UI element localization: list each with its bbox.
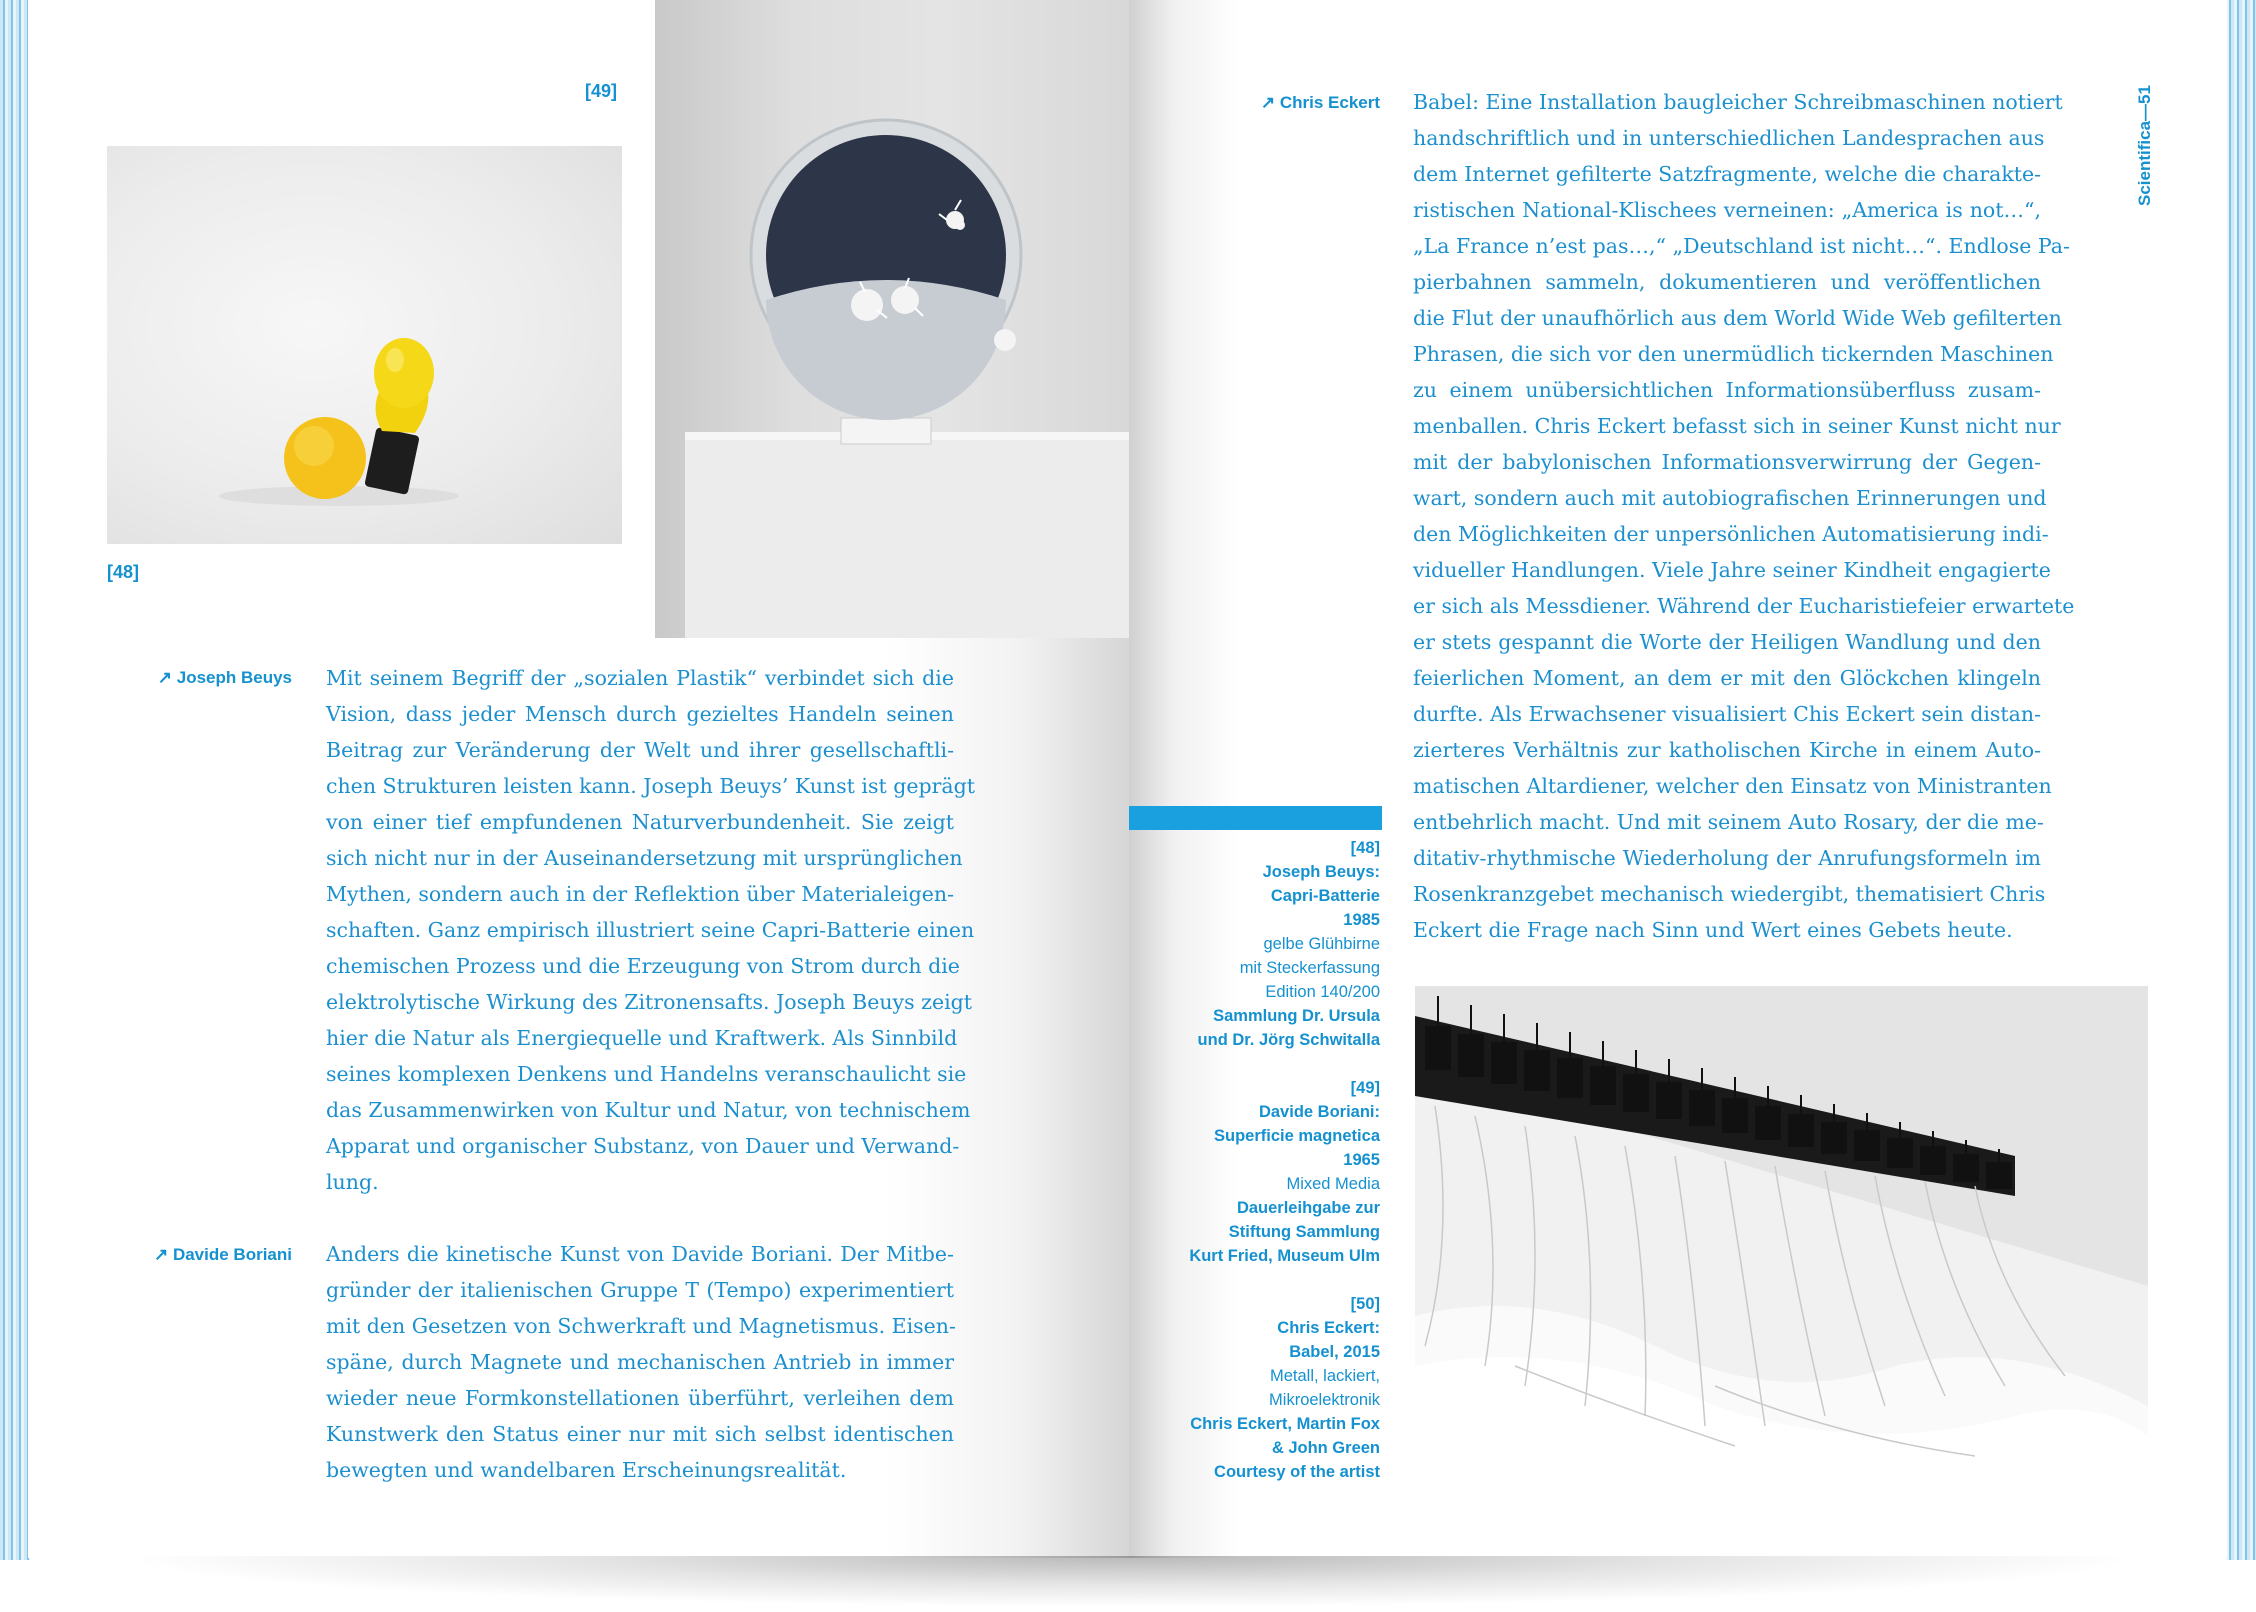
caption-credit-line: Stiftung Sammlung: [1228, 1223, 1380, 1241]
text-line: chemischen Prozess und die Erzeugung von Strom durch die: [326, 954, 960, 978]
text-line: schaften. Ganz empirisch illustriert seine Capri-Batterie einen: [326, 918, 975, 942]
text-line: pierbahnen sammeln, dokumentieren und veröffentlichen: [1413, 270, 2041, 294]
text-line: ditativ-rhythmische Wiederholung der Anrufungsformeln im: [1413, 846, 2041, 870]
typewriter-unit: [1788, 1114, 1814, 1147]
text-line: Rosenkranzgebet mechanisch wiedergibt, thematisiert Chris: [1413, 882, 2046, 906]
text-line: elektrolytische Wirkung des Zitronensafts. Joseph Beuys zeigt: [326, 990, 972, 1014]
caption-credit-line: Kurt Fried, Museum Ulm: [1189, 1247, 1380, 1265]
text-line: er stets gespannt die Worte der Heiligen Wandlung und den: [1413, 630, 2041, 654]
caption-number: [48]: [1350, 839, 1380, 857]
caption-credit-line: und Dr. Jörg Schwitalla: [1197, 1031, 1380, 1049]
text-line: zu einem unübersichtlichen Informationsüberfluss zusam-: [1413, 378, 2041, 402]
reference-joseph-beuys[interactable]: ↗ Joseph Beuys: [157, 668, 292, 687]
text-line: das Zusammenwirken von Kultur und Natur, von technischem: [326, 1098, 971, 1122]
typewriter-unit: [1722, 1098, 1748, 1133]
caption-credit-line: Dauerleihgabe zur: [1236, 1199, 1380, 1217]
book-shadow: [140, 1556, 2120, 1606]
figure-captions: [1139, 836, 1380, 1484]
text-line: mit der babylonischen Informationsverwirrung der Gegen-: [1413, 450, 2041, 474]
caption-credit-line: & John Green: [1271, 1439, 1380, 1457]
magnetic-disc-illustration: [655, 0, 1129, 638]
typewriter-unit: [1953, 1154, 1979, 1182]
text-line: entbehrlich macht. Und mit seinem Auto Rosary, der die me-: [1413, 810, 2044, 834]
reference-chris-eckert[interactable]: ↗ Chris Eckert: [1260, 93, 1380, 112]
text-line: vidueller Handlungen. Viele Jahre seiner Kindheit engagierte: [1413, 558, 2051, 582]
typewriter-unit: [1920, 1146, 1946, 1175]
caption-medium-line: Edition 140/200: [1265, 983, 1380, 1001]
text-line: wieder neue Formkonstellationen überführt, verleihen dem: [326, 1386, 954, 1410]
caption-title-line: Babel, 2015: [1289, 1343, 1380, 1361]
text-line: lung.: [326, 1170, 379, 1194]
text-line: Apparat und organischer Substanz, von Dauer und Verwand-: [326, 1134, 960, 1158]
typewriter-unit: [1491, 1042, 1517, 1084]
caption-medium-line: gelbe Glühbirne: [1263, 935, 1380, 953]
typewriter-unit: [1623, 1074, 1649, 1112]
text-line: Kunstwerk den Status einer nur mit sich selbst identischen: [326, 1422, 954, 1446]
caption-gap: [1139, 1052, 1380, 1076]
text-line: dem Internet gefilterte Satzfragmente, welche die charakte-: [1413, 162, 2042, 186]
text-line: durfte. Als Erwachsener visualisiert Chis Eckert sein distan-: [1413, 702, 2041, 726]
typewriter-unit: [1656, 1082, 1682, 1119]
text-line: gründer der italienischen Gruppe T (Tempo) experimentiert: [326, 1278, 954, 1302]
beuys-body-text: [326, 660, 975, 1200]
text-line: seines komplexen Denkens und Handelns veranschaulicht sie: [326, 1062, 967, 1086]
text-line: späne, durch Magnete und mechanischen Antrieb in immer: [326, 1350, 954, 1374]
boriani-body-text: [326, 1236, 954, 1488]
typewriter-unit: [1986, 1162, 2012, 1189]
caption-number: [50]: [1350, 1295, 1380, 1313]
caption-accent-bar: [1129, 806, 1382, 830]
text-line: Mit seinem Begriff der „sozialen Plastik“ verbindet sich die: [326, 666, 954, 690]
typewriter-installation-illustration: [1415, 986, 2148, 1478]
text-line: matischen Altardiener, welcher den Einsatz von Ministranten: [1413, 774, 2052, 798]
reference-davide-boriani[interactable]: ↗ Davide Boriani: [153, 1245, 292, 1264]
caption-credit-line: Chris Eckert, Martin Fox: [1190, 1415, 1380, 1433]
figure-49-label: [49]: [585, 81, 618, 101]
typewriter-unit: [1821, 1122, 1847, 1154]
text-line: feierlichen Moment, an dem er mit den Glöckchen klingeln: [1413, 666, 2041, 690]
text-line: Beitrag zur Veränderung der Welt und ihrer gesellschaftli-: [326, 738, 954, 762]
caption-medium-line: mit Steckerfassung: [1239, 959, 1380, 977]
caption-credit-line: Courtesy of the artist: [1214, 1463, 1380, 1481]
caption-title-line: 1965: [1343, 1151, 1380, 1169]
typewriter-unit: [1425, 1026, 1451, 1070]
text-line: wart, sondern auch mit autobiografischen Erinnerungen und: [1413, 486, 2047, 510]
text-line: handschriftlich und in unterschiedlichen Landesprachen aus: [1413, 126, 2045, 150]
typewriter-unit: [1557, 1058, 1583, 1098]
page-stack-edge-left: [0, 0, 30, 1560]
typewriter-unit: [1887, 1138, 1913, 1168]
text-line: Anders die kinetische Kunst von Davide Boriani. Der Mitbe-: [326, 1242, 954, 1266]
text-line: hier die Natur als Energiequelle und Kraftwerk. Als Sinnbild: [326, 1026, 958, 1050]
figure-48-label: [48]: [107, 562, 140, 582]
caption-gap: [1139, 1268, 1380, 1292]
lemon-bulb-illustration: [107, 146, 622, 544]
text-line: den Möglichkeiten der unpersönlichen Automatisierung indi-: [1413, 522, 2049, 546]
text-line: chen Strukturen leisten kann. Joseph Beuys’ Kunst ist geprägt: [326, 774, 975, 798]
text-line: Babel: Eine Installation baugleicher Schreibmaschinen notiert: [1413, 90, 2063, 114]
typewriter-unit: [1755, 1106, 1781, 1140]
caption-number: [49]: [1350, 1079, 1380, 1097]
caption-title-line: Capri-Batterie: [1270, 887, 1380, 905]
caption-credit-line: Sammlung Dr. Ursula: [1213, 1007, 1380, 1025]
caption-title-line: Superficie magnetica: [1214, 1127, 1380, 1145]
running-head: [2125, 86, 2165, 206]
text-line: ristischen National-Klischees verneinen: „America is not…“,: [1413, 198, 2041, 222]
running-head-text: Scientifica—51: [2135, 85, 2154, 206]
text-line: zierteres Verhältnis zur katholischen Kirche in einem Auto-: [1413, 738, 2041, 762]
text-line: Phrasen, die sich vor den unermüdlich tickernden Maschinen: [1413, 342, 2054, 366]
caption-title-line: Chris Eckert:: [1277, 1319, 1380, 1337]
typewriter-unit: [1689, 1090, 1715, 1126]
typewriter-unit: [1854, 1130, 1880, 1161]
eckert-body-text: [1413, 84, 2075, 948]
caption-title-line: Davide Boriani:: [1258, 1103, 1380, 1121]
page-stack-edge-right: [2226, 0, 2256, 1560]
caption-title-line: Joseph Beuys:: [1262, 863, 1380, 881]
text-line: er sich als Messdiener. Während der Eucharistiefeier erwartete: [1413, 594, 2075, 618]
text-line: mit den Gesetzen von Schwerkraft und Magnetismus. Eisen-: [326, 1314, 956, 1338]
figure-49-photo: [655, 0, 1129, 638]
figure-50-photo: [1415, 986, 2148, 1478]
caption-medium-line: Mixed Media: [1286, 1175, 1380, 1193]
text-line: Vision, dass jeder Mensch durch gezieltes Handeln seinen: [326, 702, 954, 726]
caption-medium-line: Metall, lackiert,: [1269, 1367, 1380, 1385]
caption-medium-line: Mikroelektronik: [1269, 1391, 1380, 1409]
typewriter-unit: [1458, 1034, 1484, 1077]
text-line: bewegten und wandelbaren Erscheinungsrealität.: [326, 1458, 847, 1482]
text-line: Mythen, sondern auch in der Reflektion über Materialeigen-: [326, 882, 954, 906]
figure-48-photo: [107, 146, 622, 544]
typewriter-unit: [1524, 1050, 1550, 1091]
text-line: von einer tief empfundenen Naturverbundenheit. Sie zeigt: [326, 810, 954, 834]
text-line: menballen. Chris Eckert befasst sich in seiner Kunst nicht nur: [1413, 414, 2061, 438]
text-line: „La France n’est pas…,“ „Deutschland ist nicht…“. Endlose Pa-: [1413, 234, 2070, 258]
text-line: Eckert die Frage nach Sinn und Wert eines Gebets heute.: [1413, 918, 2013, 942]
typewriter-unit: [1590, 1066, 1616, 1105]
text-line: sich nicht nur in der Auseinandersetzung mit ursprünglichen: [326, 846, 963, 870]
caption-title-line: 1985: [1343, 911, 1380, 929]
text-line: die Flut der unaufhörlich aus dem World Wide Web gefilterten: [1413, 306, 2062, 330]
